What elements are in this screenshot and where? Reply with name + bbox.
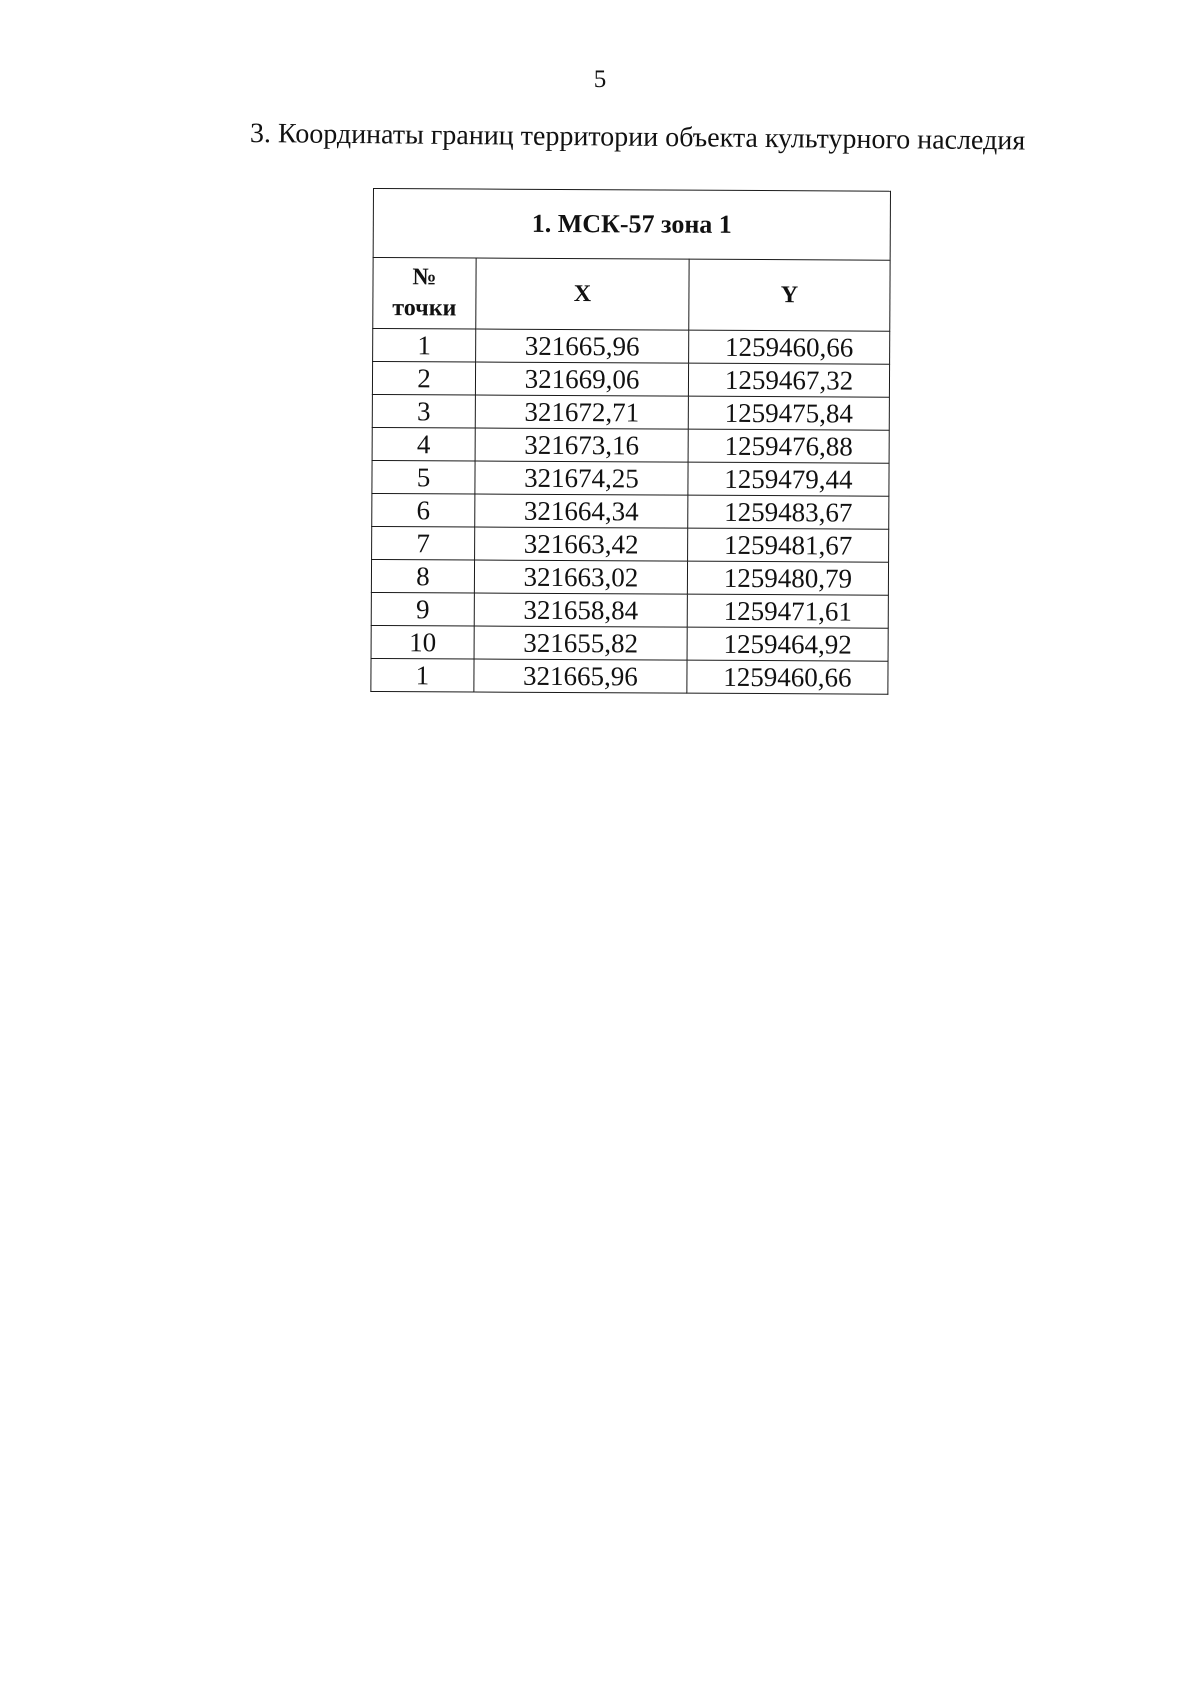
table-row bbox=[372, 427, 889, 463]
x-coordinate-cell: 321665,96 bbox=[474, 659, 687, 693]
x-coordinate-cell: 321655,82 bbox=[474, 626, 687, 660]
table-row bbox=[371, 592, 888, 628]
x-coordinate-cell: 321674,25 bbox=[475, 461, 688, 495]
table-row bbox=[372, 526, 889, 562]
page-number: 5 bbox=[593, 66, 607, 93]
point-number-cell: 3 bbox=[372, 394, 475, 428]
point-number-cell: 1 bbox=[373, 329, 476, 363]
point-number-cell: 7 bbox=[372, 526, 475, 560]
coordinates-table bbox=[370, 188, 891, 695]
x-coordinate-cell: 321673,16 bbox=[475, 428, 688, 462]
point-number-cell: 4 bbox=[372, 427, 475, 461]
y-coordinate-cell: 1259460,66 bbox=[687, 660, 888, 694]
table-row bbox=[371, 625, 888, 661]
header-point-number bbox=[373, 258, 476, 330]
header-point-label: точки bbox=[392, 295, 457, 322]
x-coordinate-cell: 321664,34 bbox=[475, 494, 688, 528]
y-coordinate-cell: 1259464,92 bbox=[687, 627, 888, 661]
header-number-sign: № bbox=[412, 264, 437, 291]
y-coordinate-cell: 1259475,84 bbox=[688, 396, 889, 430]
point-number-cell: 8 bbox=[371, 559, 474, 593]
y-coordinate-cell: 1259481,67 bbox=[688, 528, 889, 562]
point-number-cell: 9 bbox=[371, 592, 474, 626]
y-coordinate-cell: 1259460,66 bbox=[689, 330, 890, 364]
x-coordinate-cell: 321669,06 bbox=[475, 362, 688, 396]
header-x: X bbox=[476, 258, 689, 330]
table-caption: 1. МСК-57 зона 1 bbox=[373, 189, 890, 261]
table-body bbox=[371, 329, 890, 695]
x-coordinate-cell: 321665,96 bbox=[476, 329, 689, 363]
section-heading: 3. Координаты границ территории объекта культурного наследия bbox=[249, 118, 1026, 157]
y-coordinate-cell: 1259480,79 bbox=[687, 561, 888, 595]
x-coordinate-cell: 321663,42 bbox=[475, 527, 688, 561]
table-row bbox=[372, 394, 889, 430]
point-number-cell: 2 bbox=[372, 362, 475, 396]
y-coordinate-cell: 1259483,67 bbox=[688, 495, 889, 529]
table-row bbox=[372, 493, 889, 529]
point-number-cell: 10 bbox=[371, 625, 474, 659]
x-coordinate-cell: 321663,02 bbox=[474, 560, 687, 594]
table-row bbox=[373, 329, 890, 365]
table-row bbox=[371, 658, 888, 694]
y-coordinate-cell: 1259476,88 bbox=[688, 429, 889, 463]
point-number-cell: 6 bbox=[372, 493, 475, 527]
x-coordinate-cell: 321672,71 bbox=[475, 395, 688, 429]
table-row bbox=[372, 460, 889, 496]
point-number-cell: 1 bbox=[371, 658, 474, 692]
y-coordinate-cell: 1259471,61 bbox=[687, 594, 888, 628]
y-coordinate-cell: 1259467,32 bbox=[688, 363, 889, 397]
header-y: Y bbox=[689, 259, 890, 331]
table-row bbox=[372, 362, 889, 398]
y-coordinate-cell: 1259479,44 bbox=[688, 462, 889, 496]
x-coordinate-cell: 321658,84 bbox=[474, 593, 687, 627]
table-row bbox=[371, 559, 888, 595]
point-number-cell: 5 bbox=[372, 460, 475, 494]
